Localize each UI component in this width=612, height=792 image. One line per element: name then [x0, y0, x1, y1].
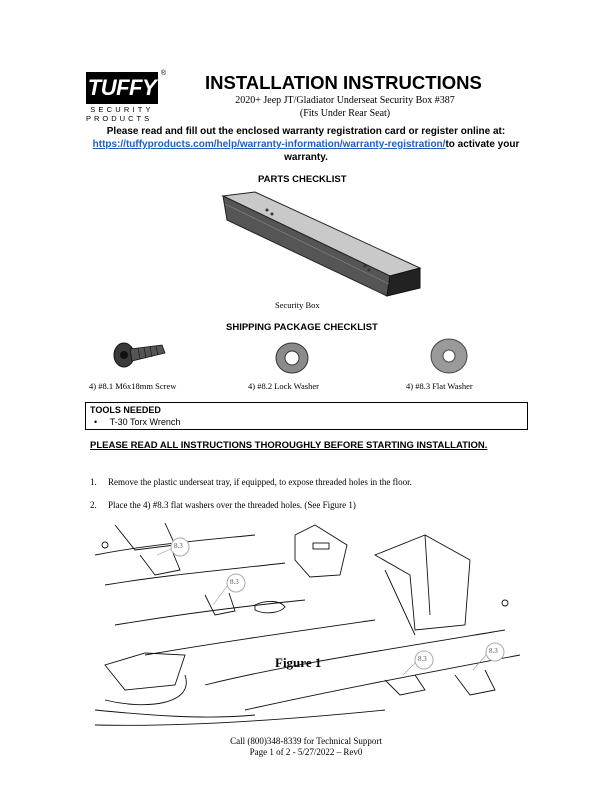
support-phone: Call (800)348-8339 for Technical Support: [230, 736, 382, 746]
security-box-image: [215, 188, 433, 300]
callout-8-3-d: 8.3: [489, 647, 498, 655]
read-instructions-notice: PLEASE READ ALL INSTRUCTIONS THOROUGHLY BEFORE STARTING INSTALLATION.: [90, 440, 488, 451]
logo-trademark: ®: [160, 70, 166, 77]
fitment-subtitle: (Fits Under Rear Seat): [299, 108, 391, 119]
lock-washer-image: [272, 340, 312, 376]
callout-8-3-a: 8.3: [174, 542, 183, 550]
warranty-line3: warranty.: [284, 152, 328, 163]
figure-1-label: Figure 1: [275, 655, 322, 670]
parts-checklist-heading: PARTS CHECKLIST: [258, 174, 347, 185]
step-1: 1. Remove the plastic underseat tray, if equipped, to expose threaded holes in the floor.: [90, 477, 412, 487]
lock-washer-caption: 4) #8.2 Lock Washer: [248, 381, 319, 391]
logo-brand: TUFFY: [86, 72, 158, 104]
logo-security: SECURITY: [90, 105, 154, 114]
warranty-notice: [85, 125, 527, 164]
product-subtitle: 2020+ Jeep JT/Gladiator Underseat Security Box #387: [235, 95, 455, 106]
tool-item: • T-30 Torx Wrench: [94, 417, 181, 427]
warranty-registration-link[interactable]: https://tuffyproducts.com/help/warranty-information/warranty-registration/: [92, 139, 446, 150]
tools-heading: TOOLS NEEDED: [90, 405, 161, 415]
warranty-line1: Please read and fill out the enclosed warranty registration card or register online at:: [106, 126, 506, 137]
security-box-caption: Security Box: [275, 300, 320, 310]
tuffy-logo: [86, 70, 166, 128]
logo-products: PRODUCTS: [86, 114, 153, 123]
page-title: INSTALLATION INSTRUCTIONS: [205, 72, 482, 93]
shipping-checklist-heading: SHIPPING PACKAGE CHECKLIST: [226, 322, 378, 333]
callout-8-3-b: 8.3: [230, 578, 239, 586]
flat-washer-caption: 4) #8.3 Flat Washer: [406, 381, 473, 391]
warranty-line2-end: to activate your: [445, 139, 520, 150]
flat-washer-image: [428, 336, 470, 376]
screw-image: [110, 335, 170, 373]
screw-caption: 4) #8.1 M6x18mm Screw: [89, 381, 177, 391]
page-number-revision: Page 1 of 2 - 5/27/2022 – Rev0: [249, 747, 363, 757]
step-2: 2. Place the 4) #8.3 flat washers over the threaded holes. (See Figure 1): [90, 500, 356, 510]
callout-8-3-c: 8.3: [418, 655, 427, 663]
figure-1-callouts: [85, 515, 525, 730]
tools-needed-box: [85, 402, 528, 430]
